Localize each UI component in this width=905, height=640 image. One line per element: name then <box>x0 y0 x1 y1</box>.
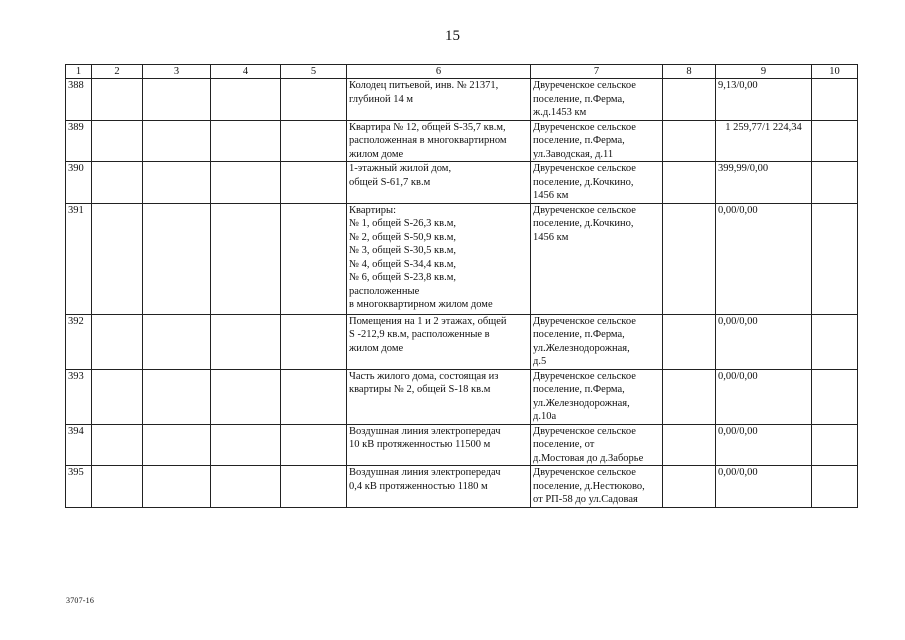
column-header: 10 <box>812 65 858 79</box>
empty-cell <box>663 369 716 424</box>
column-header: 2 <box>92 65 143 79</box>
table-row <box>66 424 858 466</box>
table-body <box>66 79 858 508</box>
address-cell <box>531 314 663 369</box>
property-registry-table <box>65 64 858 508</box>
object-name-line: расположенные <box>349 285 420 297</box>
address-line: д.10а <box>533 411 557 422</box>
column-header: 7 <box>531 65 663 79</box>
object-name-line: Колодец питьевой, инв. № 21371, <box>349 80 499 91</box>
object-name-line: квартиры № 2, общей S-18 кв.м <box>349 384 491 395</box>
empty-cell <box>211 79 281 121</box>
column-header: 3 <box>143 65 211 79</box>
empty-cell <box>812 369 858 424</box>
value-cell: 0,00/0,00 <box>716 203 812 314</box>
empty-cell <box>143 466 211 508</box>
address-line: поселение, от <box>533 439 595 450</box>
object-name-line: жилом доме <box>349 148 404 160</box>
empty-cell <box>812 79 858 121</box>
address-line: поселение, п.Ферма, <box>533 384 625 395</box>
empty-cell <box>143 424 211 466</box>
empty-cell <box>281 466 347 508</box>
empty-cell <box>281 120 347 162</box>
object-name-line: 1-этажный жилой дом, <box>349 163 452 174</box>
address-line: Двуреченское сельское <box>533 204 636 216</box>
object-name-cell <box>347 162 531 204</box>
address-line: Двуреченское сельское <box>533 163 636 174</box>
empty-cell <box>211 162 281 204</box>
address-line: д.Мостовая до д.Заборье <box>533 452 644 464</box>
empty-cell <box>663 466 716 508</box>
empty-cell <box>663 203 716 314</box>
table-row <box>66 203 858 314</box>
empty-cell <box>211 203 281 314</box>
column-header: 4 <box>211 65 281 79</box>
empty-cell <box>281 162 347 204</box>
object-name-line: 0,4 кВ протяженностью 1180 м <box>349 480 488 492</box>
empty-cell <box>281 203 347 314</box>
empty-cell <box>812 466 858 508</box>
object-name-line: Воздушная линия электропередач <box>349 467 501 478</box>
object-name-line: глубиной 14 м <box>349 93 413 105</box>
address-cell <box>531 79 663 121</box>
object-name-cell <box>347 466 531 508</box>
empty-cell <box>812 203 858 314</box>
empty-cell <box>663 162 716 204</box>
value-cell: 0,00/0,00 <box>716 369 812 424</box>
empty-cell <box>92 466 143 508</box>
address-cell <box>531 120 663 162</box>
empty-cell <box>281 424 347 466</box>
empty-cell <box>92 314 143 369</box>
address-line: Двуреченское сельское <box>533 370 636 382</box>
empty-cell <box>143 120 211 162</box>
empty-cell <box>92 369 143 424</box>
object-name-line: Квартира № 12, общей S-35,7 кв.м, <box>349 121 506 133</box>
column-number-row <box>66 65 858 79</box>
object-name-line: № 4, общей S-34,4 кв.м, <box>349 258 457 270</box>
object-name-cell <box>347 314 531 369</box>
address-line: Двуреченское сельское <box>533 121 636 133</box>
table-row <box>66 120 858 162</box>
empty-cell <box>211 314 281 369</box>
address-line: ж.д.1453 км <box>533 107 587 118</box>
address-line: поселение, д.Кочкино, <box>533 218 634 229</box>
empty-cell <box>92 162 143 204</box>
address-line: 1456 км <box>533 190 569 201</box>
object-name-line: общей S-61,7 кв.м <box>349 176 431 188</box>
empty-cell <box>663 120 716 162</box>
empty-cell <box>663 424 716 466</box>
address-cell <box>531 203 663 314</box>
address-line: поселение, п.Ферма, <box>533 135 625 146</box>
row-number-cell: 389 <box>66 120 92 162</box>
object-name-cell <box>347 120 531 162</box>
value-cell: 1 259,77/1 224,34 <box>716 120 812 162</box>
address-line: поселение, д.Кочкино, <box>533 176 634 188</box>
object-name-line: жилом доме <box>349 342 404 354</box>
empty-cell <box>92 79 143 121</box>
empty-cell <box>92 424 143 466</box>
empty-cell <box>812 314 858 369</box>
address-line: ул.Заводская, д.11 <box>533 148 614 160</box>
object-name-line: S -212,9 кв.м, расположенные в <box>349 329 490 340</box>
empty-cell <box>211 120 281 162</box>
table-row <box>66 369 858 424</box>
object-name-line: Часть жилого дома, состоящая из <box>349 370 499 382</box>
address-cell <box>531 424 663 466</box>
empty-cell <box>211 466 281 508</box>
empty-cell <box>143 314 211 369</box>
value-cell: 0,00/0,00 <box>716 314 812 369</box>
object-name-line: № 6, общей S-23,8 кв.м, <box>349 272 457 283</box>
empty-cell <box>812 120 858 162</box>
object-name-line: № 1, общей S-26,3 кв.м, <box>349 218 457 229</box>
row-number-cell: 395 <box>66 466 92 508</box>
empty-cell <box>211 424 281 466</box>
value-cell: 9,13/0,00 <box>716 79 812 121</box>
column-header: 9 <box>716 65 812 79</box>
empty-cell <box>663 79 716 121</box>
document-code: 3707-16 <box>66 596 95 605</box>
object-name-cell <box>347 203 531 314</box>
object-name-line: № 3, общей S-30,5 кв.м, <box>349 245 457 256</box>
object-name-line: Воздушная линия электропередач <box>349 425 501 437</box>
address-line: 1456 км <box>533 231 569 243</box>
table-row <box>66 162 858 204</box>
row-number-cell: 391 <box>66 203 92 314</box>
object-name-line: расположенная в многоквартирном <box>349 135 507 146</box>
empty-cell <box>812 424 858 466</box>
value-cell: 399,99/0,00 <box>716 162 812 204</box>
empty-cell <box>92 203 143 314</box>
address-line: поселение, п.Ферма, <box>533 93 625 105</box>
address-line: ул.Железнодорожная, <box>533 342 630 354</box>
empty-cell <box>281 314 347 369</box>
empty-cell <box>143 79 211 121</box>
address-line: Двуреченское сельское <box>533 80 636 91</box>
address-line: поселение, д.Нестюково, <box>533 480 645 492</box>
row-number-cell: 392 <box>66 314 92 369</box>
empty-cell <box>812 162 858 204</box>
column-header: 5 <box>281 65 347 79</box>
column-header: 6 <box>347 65 531 79</box>
value-cell: 0,00/0,00 <box>716 424 812 466</box>
empty-cell <box>281 369 347 424</box>
column-header: 1 <box>66 65 92 79</box>
row-number-cell: 393 <box>66 369 92 424</box>
address-line: Двуреченское сельское <box>533 315 636 327</box>
table-row <box>66 79 858 121</box>
row-number-cell: 394 <box>66 424 92 466</box>
address-line: Двуреченское сельское <box>533 467 636 478</box>
empty-cell <box>143 162 211 204</box>
column-header: 8 <box>663 65 716 79</box>
table-row <box>66 466 858 508</box>
object-name-line: 10 кВ протяженностью 11500 м <box>349 439 491 450</box>
address-cell <box>531 162 663 204</box>
address-cell <box>531 369 663 424</box>
value-cell: 0,00/0,00 <box>716 466 812 508</box>
empty-cell <box>92 120 143 162</box>
address-line: д.5 <box>533 356 547 367</box>
address-line: Двуреченское сельское <box>533 425 636 437</box>
empty-cell <box>143 369 211 424</box>
address-line: от РП-58 до ул.Садовая <box>533 494 638 505</box>
page-number: 15 <box>445 28 460 44</box>
object-name-cell <box>347 369 531 424</box>
empty-cell <box>663 314 716 369</box>
object-name-cell <box>347 424 531 466</box>
empty-cell <box>281 79 347 121</box>
object-name-line: Квартиры: <box>349 204 397 216</box>
empty-cell <box>211 369 281 424</box>
object-name-cell <box>347 79 531 121</box>
object-name-line: Помещения на 1 и 2 этажах, общей <box>349 315 507 327</box>
row-number-cell: 388 <box>66 79 92 121</box>
object-name-line: № 2, общей S-50,9 кв.м, <box>349 231 457 243</box>
address-cell <box>531 466 663 508</box>
row-number-cell: 390 <box>66 162 92 204</box>
address-line: ул.Железнодорожная, <box>533 397 630 409</box>
address-line: поселение, п.Ферма, <box>533 329 625 340</box>
object-name-line: в многоквартирном жилом доме <box>349 299 493 310</box>
table-row <box>66 314 858 369</box>
empty-cell <box>143 203 211 314</box>
